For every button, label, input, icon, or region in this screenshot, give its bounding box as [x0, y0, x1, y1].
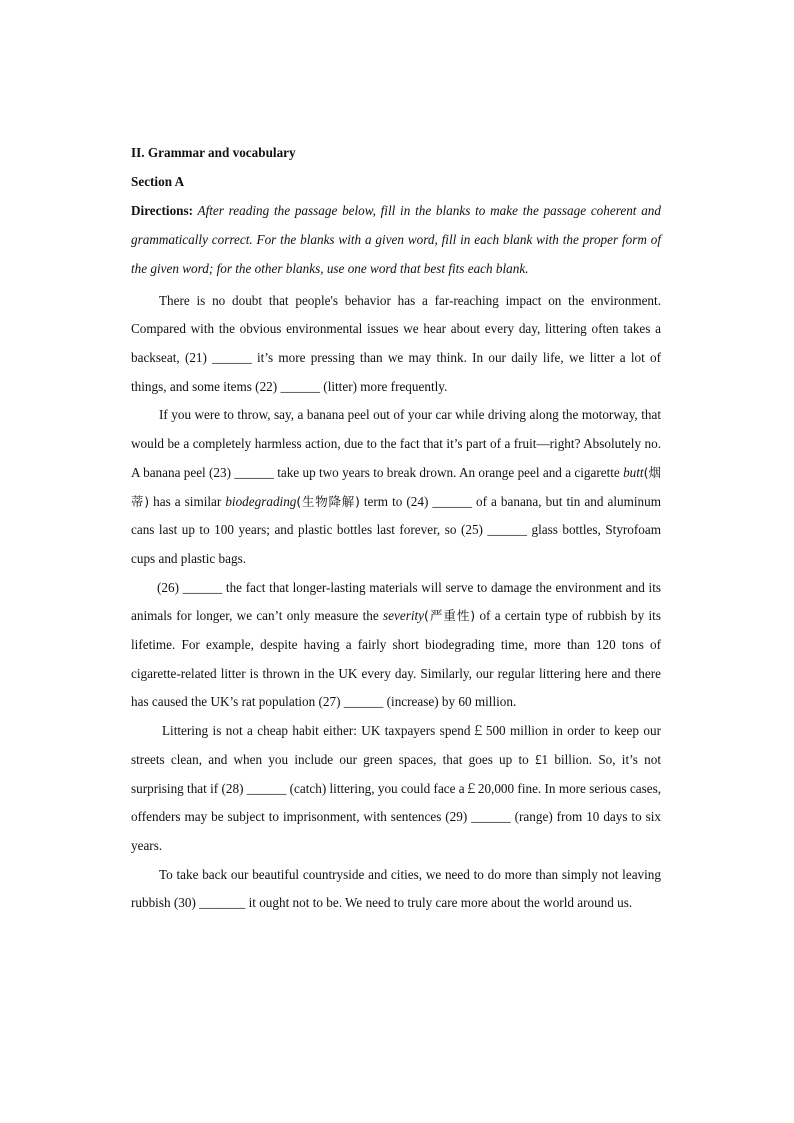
- term-butt-chinese: (烟蒂): [131, 464, 661, 509]
- paragraph-2-text-a: If you were to throw, say, a banana peel out of your car while driving along the motorway, that would be a completely harmless action, due to the fact that it’s part of a fruit—right? Absolutely no. A banana peel (23) ______ take up two years to break drown. An orange peel and a cigarette: [131, 407, 661, 480]
- exam-page: [131, 138, 661, 918]
- paragraph-3: [131, 574, 661, 718]
- section-label: Section A: [131, 174, 185, 189]
- term-severity-chinese: (严重性): [424, 608, 476, 624]
- paragraph-5: To take back our beautiful countryside and cities, we need to do more than simply not leaving rubbish (30) _______ it ought not to be. We need to truly care more about the world around us.: [131, 866, 661, 911]
- term-biodegrading: biodegrading: [225, 493, 297, 509]
- term-butt: butt: [623, 464, 644, 480]
- paragraph-4: Littering is not a cheap habit either: UK taxpayers spend￡500 million in order to keep our streets clean, and when you include our green spaces, that goes up to £1 billion. So, it’s not surprising that if (28) ______ (catch) littering, you could face a￡20,000 fine. In more serious cases, offenders may be subject to imprisonment, with sentences (29) ______ (range) from 10 days to six years.: [131, 723, 661, 853]
- paragraph-3-text-b: of a certain type of rubbish by its lifetime. For example, despite having a fairly short biodegrading time, more than 120 tons of cigarette-related litter is thrown in the UK every day. Similarly, our regular littering here and there has caused the UK’s rat population (27) ______ (increase) by 60 million.: [131, 608, 661, 710]
- term-severity: severity: [383, 608, 425, 624]
- directions-label: Directions:: [131, 203, 194, 218]
- paragraph-3-text-a: (26) ______ the fact that longer-lasting materials will serve to damage the environment and its animals for longer, we can’t only measure the: [131, 579, 661, 624]
- paragraph-1: There is no doubt that people's behavior has a far-reaching impact on the environment. Compared with the obvious environmental issues we hear about every day, littering often takes a backseat, (21) ______ it’s more pressing than we may think. In our daily life, we litter a lot of things, and some items (22) ______ (litter) more frequently.: [131, 292, 661, 394]
- paragraph-2: [131, 401, 661, 573]
- directions: [131, 196, 661, 284]
- term-biodegrading-chinese: (生物降解): [296, 493, 360, 509]
- directions-text: After reading the passage below, fill in the blanks to make the passage coherent and grammatically correct. For the blanks with a given word, fill in each blank with the proper form of the given word; for the other blanks, use one word that best fits each blank.: [131, 203, 661, 277]
- paragraph-2-text-b: has a similar: [149, 493, 226, 509]
- paragraph-2-text-c: term to (24) ______ of a banana, but tin and aluminum cans last up to 100 years; and plastic bottles last forever, so (25) ______ glass bottles, Styrofoam cups and plastic bags.: [131, 493, 661, 566]
- section-heading: II. Grammar and vocabulary: [131, 145, 296, 160]
